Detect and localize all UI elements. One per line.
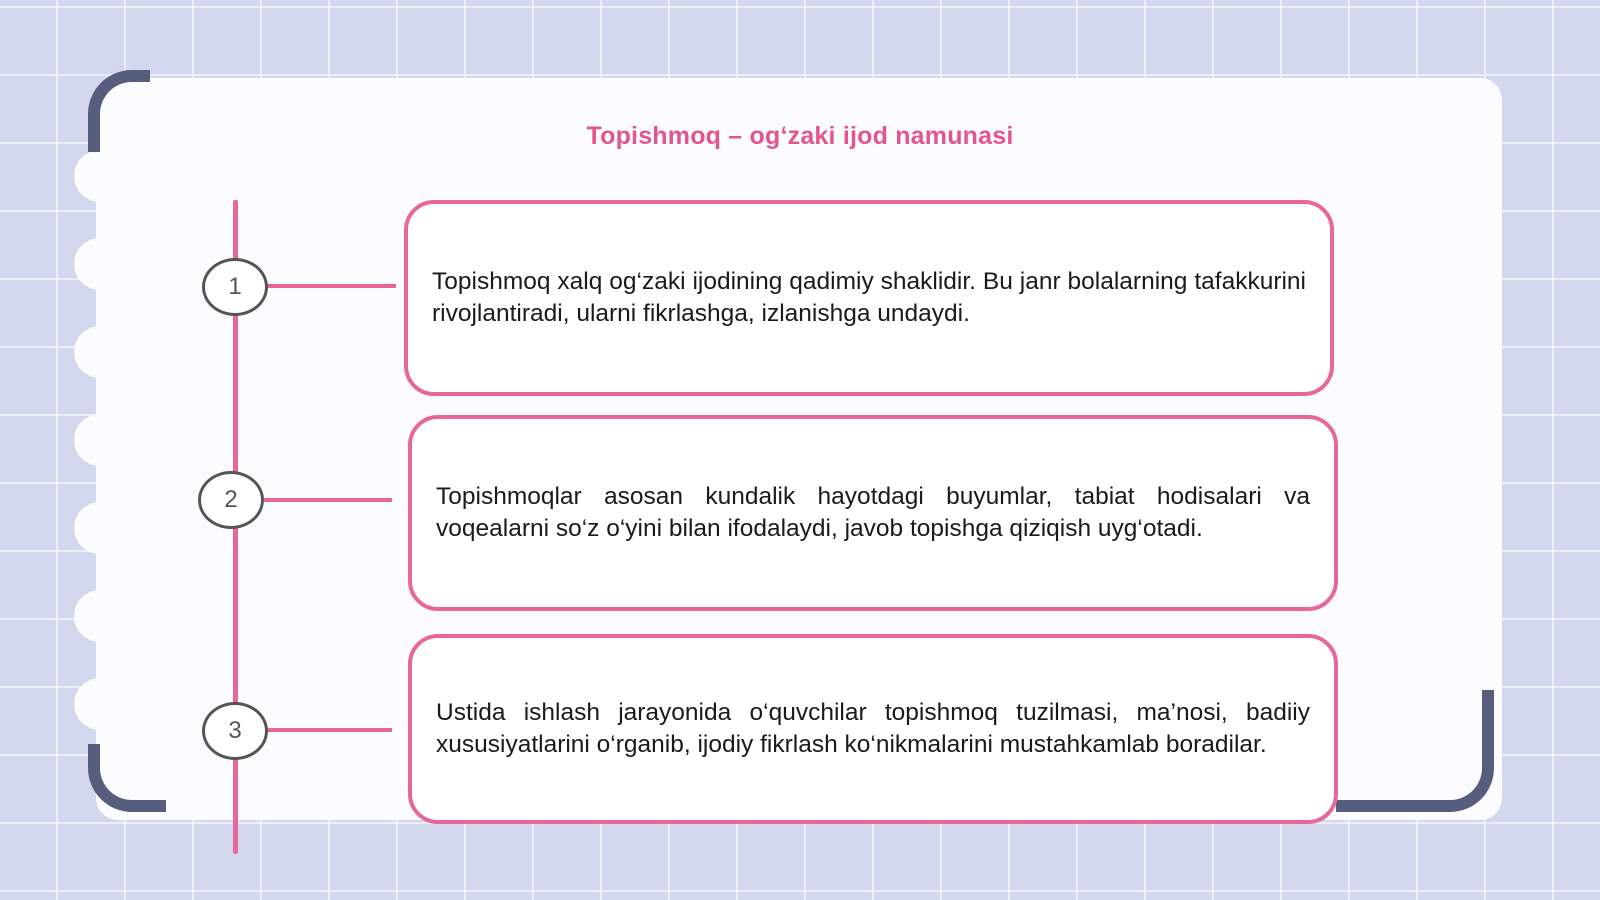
step-number-badge: 3 bbox=[202, 702, 268, 760]
timeline-card bbox=[408, 415, 1338, 611]
card-scallop bbox=[74, 414, 126, 466]
frame-corner-bottom-right bbox=[1336, 690, 1494, 812]
timeline-card-text: Topishmoqlar asosan kundalik hayotdagi buyumlar, tabiat hodisalari va voqealarni so‘z o‘yini bilan ifodalaydi, javob topishga qiziqish uyg‘otadi. bbox=[436, 483, 1310, 542]
timeline-card-text: Ustida ishlash jarayonida o‘quvchilar topishmoq tuzilmasi, ma’nosi, badiiy xususiyatlarini o‘rganib, ijodiy fikrlash ko‘nikmalarini mustahkamlab boradilar. bbox=[436, 699, 1310, 758]
card-scallop bbox=[74, 326, 126, 378]
timeline-connector bbox=[268, 728, 392, 732]
slide-title: Topishmoq – og‘zaki ijod namunasi bbox=[586, 122, 1014, 150]
timeline-connector bbox=[268, 284, 396, 288]
card-scallop bbox=[74, 238, 126, 290]
step-number-badge: 2 bbox=[198, 471, 264, 529]
timeline-card bbox=[408, 634, 1338, 824]
card-scallop bbox=[74, 150, 126, 202]
timeline-card-text: Topishmoq xalq og‘zaki ijodining qadimiy shaklidir. Bu janr bolalarning tafakkurini rivojlantiradi, ularni fikrlashga, izlanishga undaydi. bbox=[432, 268, 1306, 327]
step-number-badge: 1 bbox=[202, 258, 268, 316]
card-scallop bbox=[74, 590, 126, 642]
card-scallop bbox=[74, 678, 126, 730]
timeline-card bbox=[404, 200, 1334, 396]
card-scallop bbox=[74, 502, 126, 554]
timeline-connector bbox=[264, 498, 392, 502]
